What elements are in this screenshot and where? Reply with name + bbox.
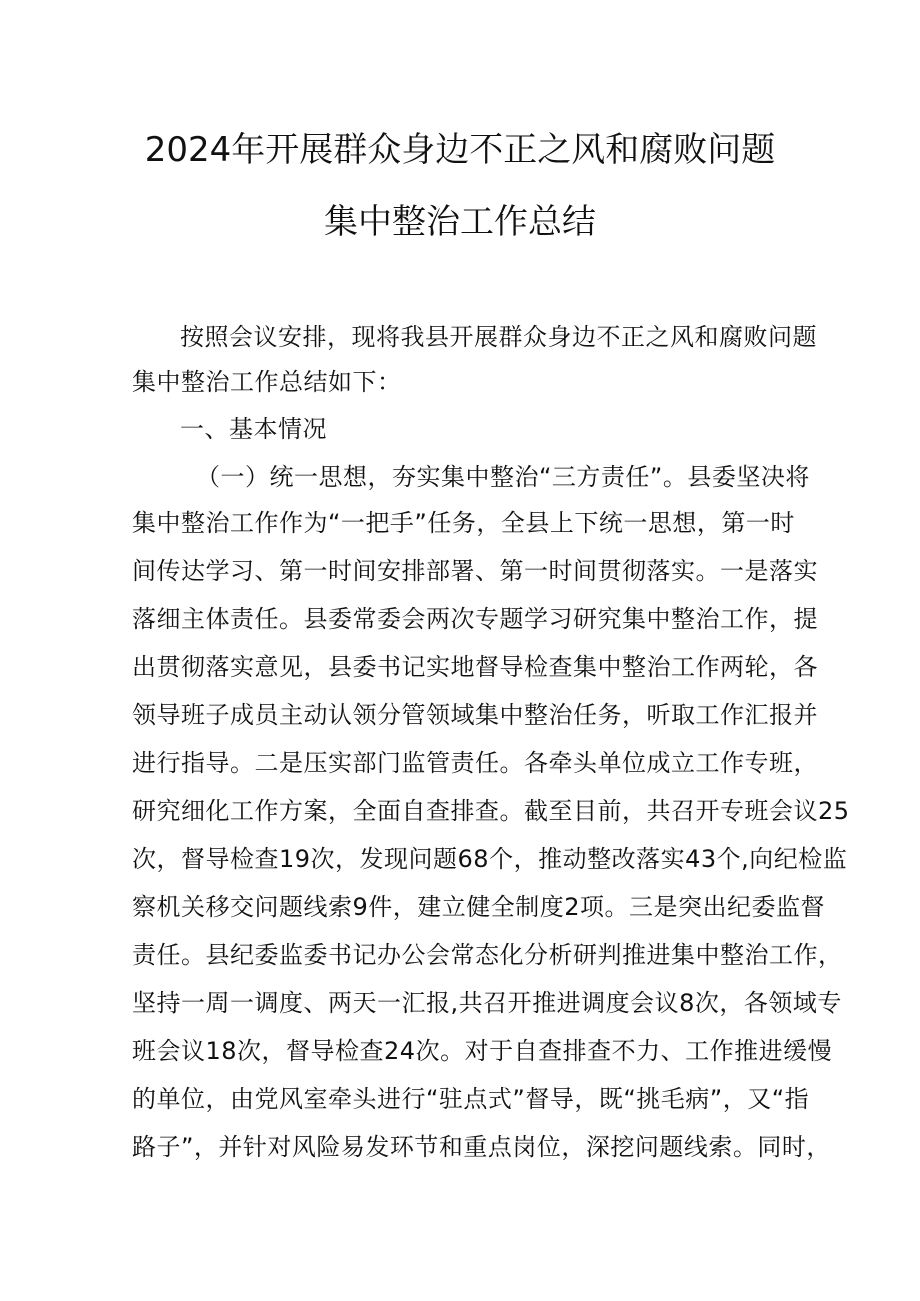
- body-line-4: （一）统一思想，夯实集中整治“三方责任”。县委坚决将: [196, 463, 810, 491]
- document-title-line-2: 集中整治工作总结: [324, 202, 596, 242]
- document-title-line-1: 2024年开展群众身边不正之风和腐败问题: [144, 130, 776, 170]
- body-line-18: 路子”，并针对风险易发环节和重点岗位，深挖问题线索。同时，: [132, 1133, 831, 1161]
- body-line-8: 出贯彻落实意见，县委书记实地督导检查集中整治工作两轮，各: [132, 653, 818, 681]
- body-line-9: 领导班子成员主动认领分管领域集中整治任务，听取工作汇报并: [132, 701, 818, 729]
- body-line-12: 次，督导检查19次，发现问题68个，推动整改落实43个,向纪检监: [132, 845, 848, 873]
- body-line-2: 集中整治工作总结如下：: [132, 368, 402, 396]
- body-line-16: 班会议18次，督导检查24次。对于自查排查不力、工作推进缓慢: [132, 1037, 833, 1065]
- section-heading: 一、基本情况: [180, 415, 327, 443]
- body-line-10: 进行指导。二是压实部门监管责任。各牵头单位成立工作专班，: [132, 749, 818, 777]
- body-line-17: 的单位，由党风室牵头进行“驻点式”督导，既“挑毛病”，又“指: [132, 1085, 810, 1113]
- body-line-5: 集中整治工作作为“一把手”任务，全县上下统一思想，第一时: [132, 509, 795, 537]
- body-line-11: 研究细化工作方案，全面自查排查。截至目前，共召开专班会议25: [132, 797, 850, 825]
- body-line-14: 责任。县纪委监委书记办公会常态化分析研判推进集中整治工作，: [132, 941, 843, 969]
- body-line-15: 坚持一周一调度、两天一汇报,共召开推进调度会议8次，各领域专: [132, 989, 842, 1017]
- body-line-6: 间传达学习、第一时间安排部署、第一时间贯彻落实。一是落实: [132, 557, 818, 585]
- body-line-1: 按照会议安排，现将我县开展群众身边不正之风和腐败问题: [180, 323, 817, 351]
- body-line-13: 察机关移交问题线索9件，建立健全制度2项。三是突出纪委监督: [132, 893, 826, 921]
- body-line-7: 落细主体责任。县委常委会两次专题学习研究集中整治工作，提: [132, 605, 818, 633]
